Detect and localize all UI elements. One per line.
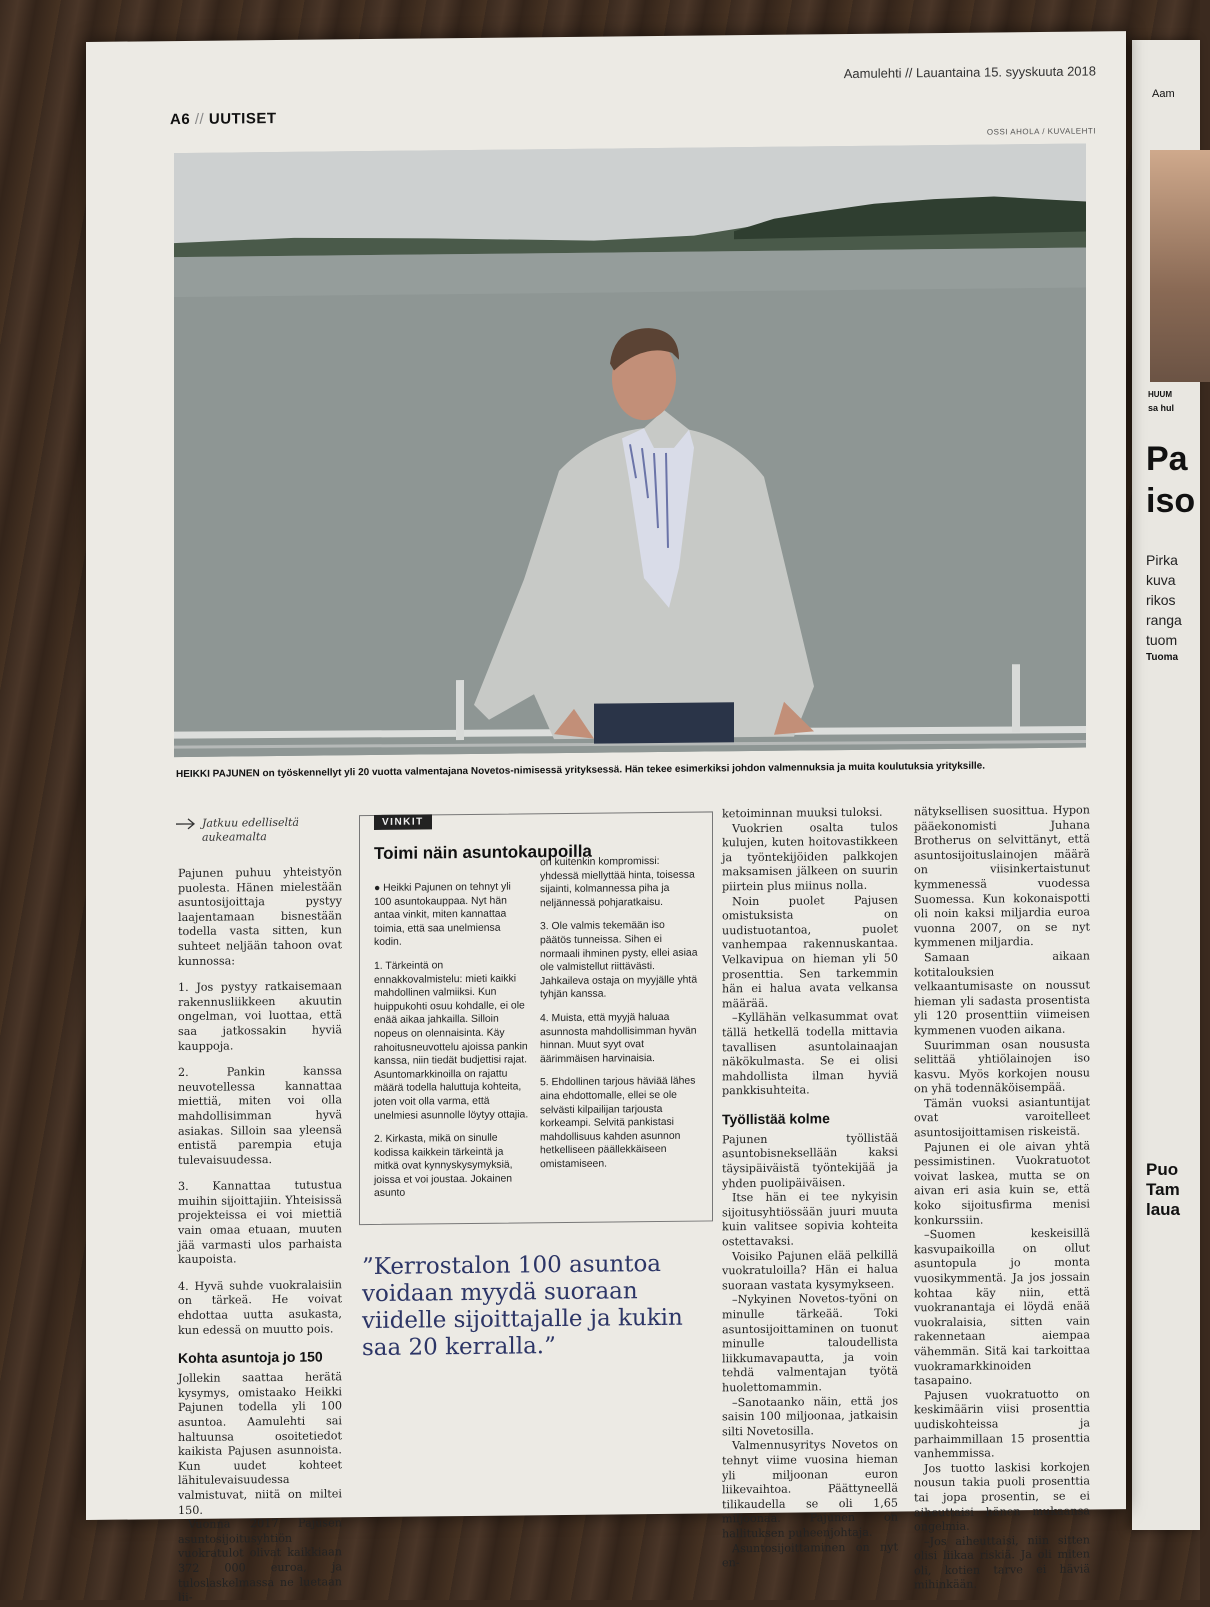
continued-line-1: Jatkuu edelliseltä xyxy=(202,815,299,830)
paragraph: Pajunen työllistää asuntobisneksellään kaksi täysipäiväistä työntekijää ja yhden puolipäiväisen. xyxy=(722,1131,898,1190)
article-column-3 xyxy=(722,805,898,1571)
next-page-headline-4: Tam xyxy=(1146,1180,1180,1199)
continued-from-note xyxy=(176,816,299,845)
paragraph: Asuntosijoittaminen on nyt en- xyxy=(722,1539,898,1570)
list-item: 4. Hyvä suhde vuokralaisiin on tärkeä. He voivat ehdottaa uutta asukasta, kun edessä on muutto pois. xyxy=(178,1278,342,1337)
section-header xyxy=(170,110,277,128)
paragraph: Voisiko Pajunen elää pelkillä vuokratuloilla? Hän ei halua suoraan vastata kysymykseen. xyxy=(722,1248,898,1293)
next-page-headline-1: Pa xyxy=(1146,440,1188,478)
paragraph: Valmennusyritys Novetos on tehnyt viime vuosina hieman yli miljoonan euron liikevaihtoa. Päättyneellä tilikaudella se oli 1,65 miljoonaa. Pajunen on hallituksen puheenjohtaja. xyxy=(722,1437,898,1541)
paragraph: –Suomen keskeisillä kasvupaikoilla on ollut asuntopula jo monta vuosikymmentä. Ja jos jossain kohtaa käy niin, että vuokranantaja ei löydä enää vuokralaisia, sitten vain rakennetaan aiempaa vähemmän. Sitä kai tarkoittaa vuokramarkkinoiden tasapaino. xyxy=(914,1226,1090,1388)
next-page-headline-3: Puo xyxy=(1146,1160,1179,1179)
tips-tag: VINKIT xyxy=(374,814,432,830)
list-item: 3. Kannattaa tutustua muihin sijoittajiin. Yhteisissä projekteissa ei voi miettiä vain omaa etuaan, muuten jää varmasti ulos parhaista kaupoista. xyxy=(178,1178,342,1267)
tip-text: ● Heikki Pajunen on tehnyt yli 100 asuntokauppaa. Nyt hän antaa vinkit, miten kannattaa toimia, että saa unelmiensa kodin. xyxy=(374,881,511,949)
newspaper-page xyxy=(86,31,1126,1605)
caption-name: HEIKKI PAJUNEN xyxy=(176,768,260,781)
paragraph: ketoiminnan muuksi tuloksi. xyxy=(722,805,883,821)
pull-quote: ”Kerrostalon 100 asuntoa voidaan myydä suoraan viidelle sijoittajalle ja kukin saa 20 kerralla.” xyxy=(362,1250,683,1362)
tip-text: 5. Ehdollinen tarjous häviää lähes aina ehdottomalle, ellei se ole selvästi kilpailijan tarjousta korkeampi. Selvitä pankistasi mahdollisuus kahden asunnon hetkelliseen päällekkäiseen omistamiseen. xyxy=(540,1075,696,1171)
paragraph: Vuonna 2017 Pajusen asuntosijoitusyhtiön vuokratulot olivat kaikkiaan 372 000 euroa, ja tuloslaskelmassa ne luetaan lii- xyxy=(178,1516,342,1605)
tips-title: Toimi näin asuntokaupoilla xyxy=(374,841,592,863)
section-name: UUTISET xyxy=(208,110,277,128)
subheading: Kohta asuntoja jo 150 xyxy=(178,1348,323,1367)
tip-text: 2. Kirkasta, mikä on sinulle kodissa kaikkein tärkeintä ja mitkä ovat kynnyskysymyksiä, joissa et voi joustaa. Jokainen asunto xyxy=(374,1132,513,1200)
paragraph: –Kyllähän velkasummat ovat tällä hetkellä todella mittavia tavallisen asuntolainaajan näkökulmasta. Se ei olisi mahdollista ilman hyviä pankkisuhteita. xyxy=(722,1009,898,1098)
article-photo xyxy=(174,144,1086,758)
next-page-line: ranga xyxy=(1146,612,1182,628)
tip-text: 1. Tärkeintä on ennakkovalmistelu: mieti kaikki mahdollinen valmiiksi. Kun huippukohti osuu kohdalle, ei ole enää aikaa jahkailla. Silloin nopeus on olennaisinta. Käy rahoitusneuvottelu ajoissa pankin kanssa, niin tiedät budjettisi rajat. Asuntomarkkinoilla on rajattu määrä todella haluttuja kohteita, joten voit olla varma, että unelmiesi asunnolle löytyy ottajia. xyxy=(374,960,529,1122)
next-page-line: Pirka xyxy=(1146,552,1178,568)
paragraph: Samaan aikaan kotitalouksien velkaantumisaste on noussut hieman yli sadasta prosentista yli 120 prosenttiin viimeisen kymmenen vuoden aikana. xyxy=(914,949,1090,1038)
next-page-masthead: Aam xyxy=(1152,88,1175,100)
paragraph: nätyksellisen suosittua. Hypon pääekonomisti Juhana Brotherus on selvittänyt, että asuntosijoituslainojen määrä on viisinkertaistunut kymmenessä vuodessa Suomessa. Kun kokonaispotti oli noin kaksi miljardia euroa vuonna 2007, on se nyt kymmenen miljardia. xyxy=(914,803,1090,950)
next-page-caption-1: HUUM xyxy=(1148,390,1172,399)
tips-box xyxy=(359,811,713,1225)
photo-credit: OSSI AHOLA / KUVALEHTI xyxy=(986,126,1096,137)
paragraph: Pajunen ei ole aivan yhtä pessimistinen. Vuokratuotot voivat laskea, mutta se on aivan eri asia kuin se, että koko sijoitusfirma menisi konkurssiin. xyxy=(914,1139,1090,1227)
paragraph: Pajusen vuokratuotto on keskimäärin viisi prosenttia uudiskohteissa ja parhaimmillaan 15 prosenttia vanhemmissa. xyxy=(914,1387,1090,1461)
tip-text: on kuitenkin kompromissi: yhdessä miellyttää hinta, toisessa sijainti, kolmannessa piha ja neljännessä pohjaratkaisu. xyxy=(540,855,695,910)
next-page-line: kuva xyxy=(1146,572,1176,588)
paragraph: Itse hän ei tee nykyisin sijoitusyhtiössään juuri muuta kuin valitsee sopivia kohteita ostettavaksi. xyxy=(722,1189,898,1249)
paragraph: Noin puolet Pajusen omistuksista on uudistuotantoa, puolet vanhempaa rakennuskantaa. Velkavipua on hieman yli 50 prosenttia. Sen tarkemmin hän ei halua avata velkansa määrää. xyxy=(722,893,898,1011)
section-separator: // xyxy=(190,110,209,128)
masthead-date: Aamulehti // Lauantaina 15. syyskuuta 2018 xyxy=(843,63,1096,82)
next-page-intro-lines xyxy=(1146,550,1182,650)
subheading: Työllistää kolme xyxy=(722,1110,830,1128)
tips-column-right xyxy=(540,855,698,1182)
paragraph: Suurimman osan noususta selittää yhtiölainojen iso kasvu. Myös korkojen nousu on yhä todennäköisempää. xyxy=(914,1036,1090,1096)
paragraph: Vuokrien osalta tulos kulujen, kuten hoitovastikkeen ja työntekijöiden palkkojen maksamisen jälkeen on suurin piirtein plus miinus nolla. xyxy=(722,820,898,894)
paragraph: Tämän vuoksi asiantuntijat ovat varoitelleet asuntosijoittamisen riskeistä. xyxy=(914,1095,1090,1140)
arrow-right-icon xyxy=(176,818,196,830)
photo-illustration xyxy=(174,144,1086,758)
page-number: A6 xyxy=(170,110,191,129)
paragraph: –Sanotaanko näin, että jos saisin 100 miljoonaa, jatkaisin silti Novetosilla. xyxy=(722,1394,898,1439)
article-column-1 xyxy=(178,865,342,1605)
paragraph: –Jos aiheuttaisi, niin sitten olisi liikaa riskiä. Ja oli miten oli, kotien tarve ei häviä mihinkään. xyxy=(914,1533,1090,1592)
next-page-photo xyxy=(1150,150,1210,382)
paragraph: Pajunen puhuu yhteistyön puolesta. Hänen mielestään asuntosijoittaja pystyy laajentamaan bisnestään todella vasta sitten, kun suhteet neljään tahoon ovat kunnossa: xyxy=(178,865,342,968)
tip-text: 3. Ole valmis tekemään iso päätös tunneissa. Sihen ei normaali ihminen pysty, ellei asiaa ole valmistellut riittävästi. Jahkaileva ostaja on myyjälle yhtä tyhjän kanssa. xyxy=(540,920,698,1001)
article-column-4 xyxy=(914,803,1090,1593)
caption-text: on työskennellyt yli 20 vuotta valmentajana Novetos-nimisessä yrityksessä. Hän tekee esimerkiksi johdon valmennuksia ja muita koulutuksia yrityksille. xyxy=(259,760,986,780)
paragraph: Jollekin saattaa herätä kysymys, omistaako Heikki Pajunen todella yli 100 asuntoa. Aamulehti sai haltuunsa osoitetiedot kaikista Pajusen asunnoista. Kun uudet kohteet lähitulevaisuudessa valmistuvat, niitä on miltei 150. xyxy=(178,1370,342,1517)
photo-caption xyxy=(176,759,1096,780)
next-page-caption-2: sa hul xyxy=(1148,403,1175,413)
list-item: 2. Pankin kanssa neuvotellessa kannattaa miettiä, miten voi olla mahdollisimman hyvä asiakas. Silloin saa yleensä entistä parempia etuja tulevaisuudessa. xyxy=(178,1064,342,1167)
next-newspaper-page xyxy=(1132,40,1200,1530)
list-item: 1. Jos pystyy ratkaisemaan rakennusliikkeen akuutin ongelman, voi luottaa, että saa jatkossakin hyviä kauppoja. xyxy=(178,979,342,1053)
tips-column-left xyxy=(374,880,530,1211)
next-page-line: tuom xyxy=(1146,632,1178,648)
tip-text: 4. Muista, että myyjä haluaa asunnosta mahdollisimman hyvän hinnan. Muut syyt ovat äärimmäisen harvinaisia. xyxy=(540,1011,697,1065)
paragraph: Jos tuotto laskisi korkojen nousun takia puoli prosenttia tai jopa prosentin, se ei aiheuttaisi hänen mukaansa ongelmia. xyxy=(914,1460,1090,1534)
continued-line-2: aukeamalta xyxy=(202,830,267,844)
paragraph: –Nykyinen Novetos-työni on minulle tärkeää. Toki asuntosijoittaminen on tuonut minulle taloudellista liikkumavapautta, ja voin tehdä valmentajan työtä huolettomammin. xyxy=(722,1291,898,1395)
next-page-line: rikos xyxy=(1146,592,1176,608)
next-page-headline-2: iso xyxy=(1146,482,1196,520)
next-page-headline-5: laua xyxy=(1146,1200,1181,1219)
next-page-byline: Tuoma xyxy=(1146,652,1179,663)
